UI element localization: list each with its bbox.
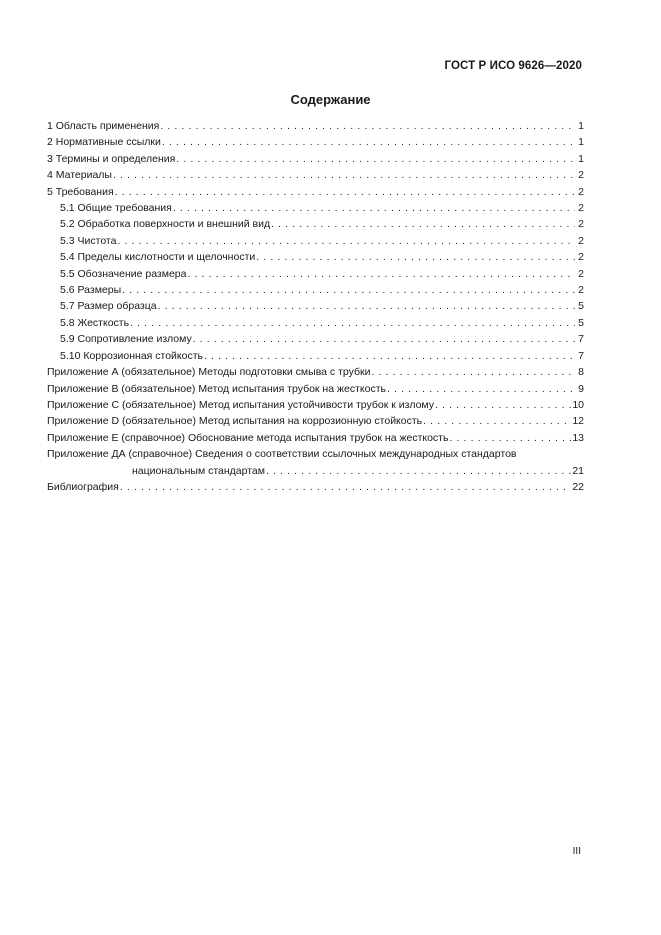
toc-entry-page: 7: [578, 349, 584, 362]
toc-entry[interactable]: [47, 298, 584, 314]
toc-entry-label: 5.3 Чистота: [60, 234, 117, 247]
toc-entry-page: 1: [578, 152, 584, 165]
toc-entry[interactable]: [47, 348, 584, 364]
toc-entry-annex-da[interactable]: [47, 446, 584, 479]
toc-entry-label: 5.10 Коррозионная стойкость: [60, 349, 203, 362]
toc-entry-page: 13: [572, 431, 584, 444]
toc-entry-page: 2: [578, 218, 584, 231]
toc-entry-page: 2: [578, 202, 584, 215]
leader-dots: [120, 479, 571, 495]
toc-entry[interactable]: [47, 413, 584, 429]
document-standard-code: ГОСТ Р ИСО 9626—2020: [444, 60, 582, 72]
toc-entry-label: 2 Нормативные ссылки: [47, 136, 161, 149]
leader-dots: [173, 200, 575, 216]
toc-entry[interactable]: [47, 315, 584, 331]
toc-entry[interactable]: [47, 118, 584, 134]
toc-entry[interactable]: [47, 381, 584, 397]
toc-entry-label: 5.2 Обработка поверхности и внешний вид: [60, 218, 271, 231]
toc-entry-page: 5: [578, 316, 584, 329]
leader-dots: [423, 413, 571, 429]
toc-entry-label: Библиография: [47, 480, 119, 493]
toc-entry-label: Приложение С (обязательное) Метод испытания устойчивости трубок к излому: [47, 398, 435, 411]
toc-entry-page: 2: [578, 185, 584, 198]
leader-dots: [193, 331, 575, 347]
toc-entry[interactable]: [47, 282, 584, 298]
toc-entry[interactable]: [47, 397, 584, 413]
toc-entry-page: 5: [578, 300, 584, 313]
toc-entry[interactable]: [47, 134, 584, 150]
toc-entry-label: 5.9 Сопротивление излому: [60, 333, 192, 346]
toc-entry-label: 5.7 Размер образца: [60, 300, 157, 313]
toc-entry-page: 12: [572, 415, 584, 428]
leader-dots: [449, 430, 571, 446]
toc-entry-label: 3 Термины и определения: [47, 152, 176, 165]
toc-entry-page: 2: [578, 267, 584, 280]
leader-dots: [176, 151, 575, 167]
leader-dots: [387, 381, 575, 397]
leader-dots: [204, 348, 575, 364]
toc-entry[interactable]: [47, 249, 584, 265]
toc-entry-page: 2: [578, 234, 584, 247]
toc-entry[interactable]: [47, 364, 584, 380]
toc-entry[interactable]: [47, 331, 584, 347]
toc-entry-page: 2: [578, 169, 584, 182]
leader-dots: [130, 315, 575, 331]
leader-dots: [122, 282, 575, 298]
toc-entry-label: 5.8 Жесткость: [60, 316, 130, 329]
toc-entry-page: 1: [578, 136, 584, 149]
toc-entry-bibliography[interactable]: [47, 479, 584, 495]
toc-entry[interactable]: [47, 184, 584, 200]
leader-dots: [256, 249, 575, 265]
toc-entry-page: 2: [578, 284, 584, 297]
toc-entry-page: 21: [572, 464, 584, 477]
toc-entry-page: 1: [578, 120, 584, 132]
toc-entry-label: Приложение D (обязательное) Метод испытания на коррозионную стойкость: [47, 415, 423, 428]
leader-dots: [162, 134, 575, 150]
toc-entry[interactable]: [47, 216, 584, 232]
leader-dots: [435, 397, 571, 413]
toc-entry-label: Приложение В (обязательное) Метод испытания трубок на жесткость: [47, 382, 386, 395]
toc-entry[interactable]: [47, 167, 584, 183]
toc-entry[interactable]: [47, 233, 584, 249]
page-number: III: [572, 846, 581, 857]
toc-entry[interactable]: [47, 151, 584, 167]
toc-entry-page: 9: [578, 382, 584, 395]
toc-entry-label: 5.1 Общие требования: [60, 202, 172, 215]
toc-entry-label: 5.5 Обозначение размера: [60, 267, 187, 280]
toc-entry[interactable]: [47, 200, 584, 216]
toc-entry-label-continued: национальным стандартам: [132, 464, 265, 477]
leader-dots: [158, 298, 575, 314]
leader-dots: [113, 167, 575, 183]
page-title: Содержание: [290, 92, 371, 107]
leader-dots: [266, 463, 571, 479]
table-of-contents: [47, 118, 584, 495]
toc-entry[interactable]: [47, 266, 584, 282]
toc-entry-page: 22: [572, 480, 584, 493]
toc-entry-page: 10: [572, 398, 584, 411]
toc-entry-label: 5 Требования: [47, 185, 114, 198]
leader-dots: [271, 216, 575, 232]
toc-entry-label: Приложение А (обязательное) Методы подготовки смыва с трубки: [47, 366, 371, 379]
toc-entry-page: 8: [578, 366, 584, 379]
toc-entry-page: 2: [578, 251, 584, 264]
leader-dots: [117, 233, 575, 249]
leader-dots: [371, 364, 575, 380]
toc-entry[interactable]: [47, 430, 584, 446]
leader-dots: [115, 184, 575, 200]
toc-entry-label: 1 Область применения: [47, 120, 160, 132]
toc-entry-label: 4 Материалы: [47, 169, 112, 182]
toc-entry-label: Приложение ДА (справочное) Сведения о соответствии ссылочных международных стандартов: [47, 448, 517, 461]
toc-entry-page: 7: [578, 333, 584, 346]
toc-entry-label: Приложение Е (справочное) Обоснование метода испытания трубок на жесткость: [47, 431, 449, 444]
toc-entry-label: 5.4 Пределы кислотности и щелочности: [60, 251, 256, 264]
leader-dots: [160, 118, 575, 134]
leader-dots: [187, 266, 575, 282]
toc-entry-label: 5.6 Размеры: [60, 284, 122, 297]
